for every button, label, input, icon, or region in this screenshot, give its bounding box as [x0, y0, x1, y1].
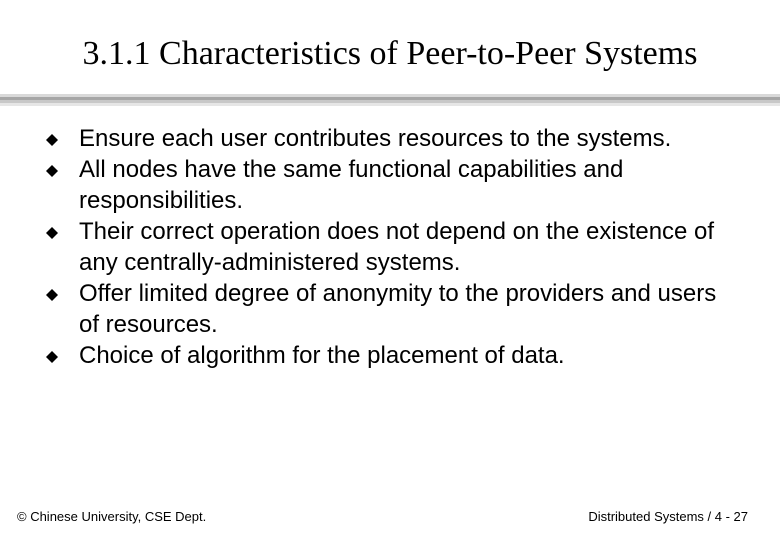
- divider-band: [0, 103, 780, 106]
- footer-copyright: © Chinese University, CSE Dept.: [17, 509, 207, 524]
- footer-page-number: Distributed Systems / 4 - 27: [588, 509, 748, 524]
- bullet-item: [46, 216, 726, 278]
- bullet-text: Ensure each user contributes resources to the systems.: [79, 125, 672, 152]
- bullet-text: Choice of algorithm for the placement of data.: [79, 342, 565, 369]
- bullet-item: [46, 278, 726, 340]
- diamond-bullet-icon: [46, 351, 58, 363]
- bullet-item: [46, 340, 726, 371]
- bullet-item: [46, 123, 726, 154]
- bullet-item: [46, 154, 726, 216]
- diamond-bullet-icon: [46, 227, 58, 239]
- diamond-bullet-icon: [46, 165, 58, 177]
- title-divider: [0, 94, 780, 108]
- bullet-text: Their correct operation does not depend on the existence of any centrally-administered systems.: [79, 218, 715, 276]
- diamond-bullet-icon: [46, 289, 58, 301]
- diamond-bullet-icon: [46, 134, 58, 146]
- bullet-text: Offer limited degree of anonymity to the providers and users of resources.: [79, 280, 717, 338]
- bullet-list: [46, 123, 726, 371]
- slide-title: 3.1.1 Characteristics of Peer-to-Peer Systems: [82, 35, 698, 72]
- bullet-text: All nodes have the same functional capabilities and responsibilities.: [79, 156, 624, 214]
